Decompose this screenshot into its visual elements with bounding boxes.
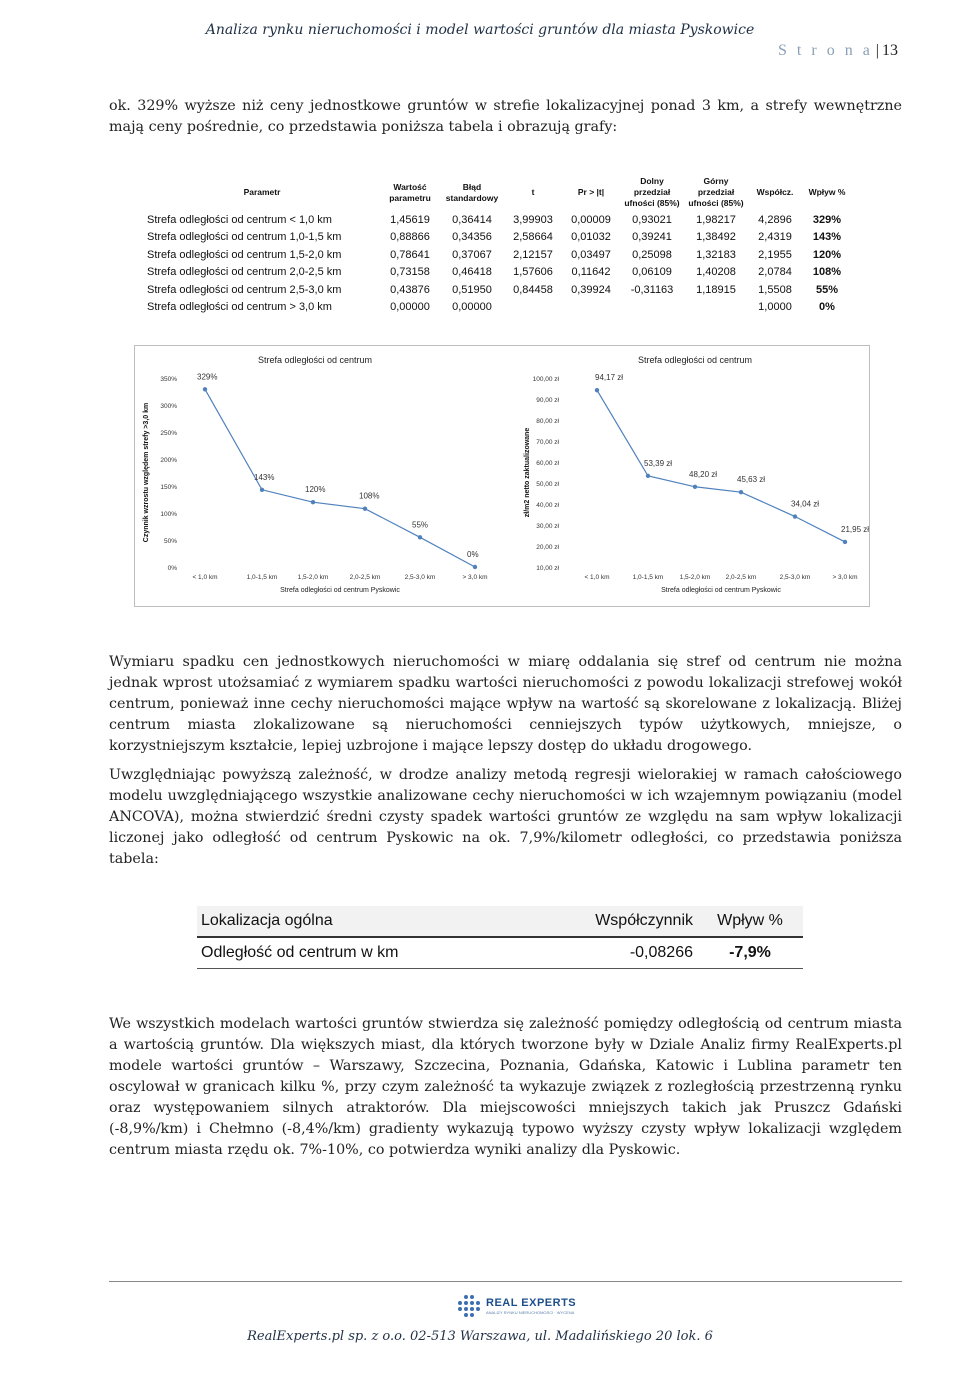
intro-paragraph: ok. 329% wyższe niż ceny jednostkowe gruntów w strefie lokalizacyjnej ponad 3 km, a strefy wewnętrzne mają ceny pośrednie, co przedstawia poniższa tabela i obrazują grafy: (109, 98, 902, 135)
y-tick-label: 100% (160, 511, 177, 518)
col-header: Wpływ % (697, 906, 803, 937)
location-table-header (197, 906, 803, 937)
y-tick-label: 350% (160, 376, 177, 383)
table-cell: 0,01032 (571, 231, 611, 244)
data-label: 108% (359, 491, 380, 501)
paragraph-3: Uwzględniając powyższą zależność, w drodze analizy metodą regresji wielorakiej w ramach całościowego modelu uwzględniającego wszystkie analizowane cechy nieruchomości w ich wzajemnym powiązaniu (model ANCOVA), można stwierdzić średni czysty spadek wartości gruntów ze względu na sam wpływ lokalizacji liczonej jako odległość od centrum Pyskowic na ok. 7,9%/kilometr odległości, co przedstawia poniższa tabela: (109, 767, 902, 867)
table-cell: 0,03497 (571, 248, 611, 261)
table-cell: Odległość od centrum w km (197, 937, 557, 969)
x-tick-label: 2,0-2,5 km (725, 574, 757, 581)
table-cell: 0,46418 (452, 266, 492, 279)
table-cell: 2,58664 (513, 231, 553, 244)
table-cell: 0,93021 (632, 213, 672, 226)
y-tick-label: 10,00 zł (536, 565, 559, 572)
data-point (693, 485, 697, 489)
regression-table (144, 174, 852, 316)
table-cell (620, 299, 684, 317)
y-tick-label: 40,00 zł (536, 502, 559, 509)
data-label: 45,63 zł (737, 475, 766, 485)
table-cell: 0,34356 (452, 231, 492, 244)
y-tick-label: 0% (167, 565, 177, 572)
x-tick-label: 2,0-2,5 km (349, 574, 381, 581)
y-tick-label: 100,00 zł (532, 376, 559, 383)
table-cell: 1,40208 (696, 266, 736, 279)
x-axis-label: Strefa odległości od centrum Pyskowic (661, 587, 781, 594)
x-tick-label: < 1,0 km (584, 574, 610, 581)
table-cell: 0,78641 (390, 248, 430, 261)
col-header: t (531, 187, 535, 197)
y-tick-label: 70,00 zł (536, 439, 559, 446)
table-cell: -0,31163 (630, 283, 674, 296)
table-cell: 0,84458 (513, 283, 553, 296)
col-header: Górny przedział ufności (85%) (688, 176, 744, 208)
x-tick-label: 1,0-1,5 km (632, 574, 664, 581)
row-label: Strefa odległości od centrum < 1,0 km (147, 213, 332, 226)
table-row (144, 211, 852, 229)
chart-title: Strefa odległości od centrum (257, 355, 373, 365)
page-number-value: 13 (882, 42, 898, 59)
col-header: Błąd standardowy (445, 181, 499, 203)
data-point (473, 565, 477, 569)
table-cell: 1,57606 (513, 266, 553, 279)
table-cell: 0,39924 (571, 283, 611, 296)
data-label: 21,95 zł (841, 524, 869, 534)
col-header: Parametr (243, 187, 281, 197)
table-cell: 0,06109 (632, 266, 672, 279)
table-cell: 1,0000 (758, 301, 792, 314)
location-table (197, 906, 803, 969)
paragraph-4: We wszystkich modelach wartości gruntów stwierdza się zależność pomiędzy odległością od centrum miasta a wartością gruntów. Dla większych miast, dla których tworzone były w Dziale Analiz firmy RealExperts.pl modele wartości gruntów – Warszawy, Szczecina, Poznania, Gdańska, Katowic i Lublina parametr ten oscylował w granicach kilku %, przy czym zależność ta wykazuje związek z rozległością przestrzenną rynku oraz występowaniem silnych atraktorów. Dla miejscowości mniejszych takich jak Pruszcz Gdański (-8,9%/km) i Chełmno (-8,4%/km) gradienty wykazują typowo wyższy czysty wpływ lokalizacji względem centrum miasta rzędu ok. 7%-10%, co potwierdza wyniki analizy dla Pyskowic. (109, 1016, 902, 1158)
page-number (778, 42, 898, 60)
y-tick-label: 200% (160, 457, 177, 464)
col-header: Współczynnik (557, 906, 697, 937)
table-cell: 0,73158 (390, 266, 430, 279)
table-cell: 0,39241 (632, 231, 672, 244)
table-cell: 0,11642 (571, 266, 611, 279)
data-point (311, 500, 315, 504)
header-title: Analiza rynku nieruchomości i model wartości gruntów dla miasta Pyskowice (205, 22, 755, 38)
y-axis-label: Czynnik wzrostu względem strefy >3,0 km (143, 402, 150, 543)
table-cell: 1,45619 (390, 213, 430, 226)
table-cell: 0,37067 (452, 248, 492, 261)
table-cell: 3,99903 (513, 213, 553, 226)
table-cell: 0,36414 (452, 213, 492, 226)
y-tick-label: 30,00 zł (536, 523, 559, 530)
table-row (144, 264, 852, 282)
x-tick-label: 1,0-1,5 km (246, 574, 278, 581)
x-tick-label: 1,5-2,0 km (297, 574, 329, 581)
table-cell: 2,1955 (758, 248, 792, 261)
footer-divider (109, 1281, 902, 1282)
data-label: 143% (254, 472, 275, 482)
table-cell: 1,98217 (696, 213, 736, 226)
charts-svg (135, 346, 869, 606)
table-cell (684, 299, 748, 317)
table-row (144, 246, 852, 264)
x-tick-label: > 3,0 km (462, 574, 488, 581)
regression-table-header (144, 174, 852, 211)
y-tick-label: 50,00 zł (536, 481, 559, 488)
row-label: Strefa odległości od centrum 1,5-2,0 km (147, 248, 342, 261)
data-point (203, 387, 207, 391)
y-tick-label: 150% (160, 484, 177, 491)
data-point (260, 488, 264, 492)
table-cell: 2,4319 (758, 231, 792, 244)
table-cell: -0,08266 (557, 937, 697, 969)
page-footer: RealExperts.pl sp. z o.o. 02-513 Warszawa, ul. Madalińskiego 20 lok. 6 (247, 1329, 713, 1344)
data-point (646, 474, 650, 478)
table-cell: 2,12157 (513, 248, 553, 261)
table-cell: 4,2896 (758, 213, 792, 226)
table-cell: 329% (812, 213, 842, 226)
table-cell: 1,32183 (696, 248, 736, 261)
page-word: S t r o n a (778, 42, 873, 59)
table-cell: 108% (812, 266, 842, 279)
y-tick-label: 50% (163, 538, 177, 545)
table-row (197, 937, 803, 969)
col-header: Lokalizacja ogólna (197, 906, 557, 937)
col-header: Współcz. (756, 187, 794, 197)
table-cell: -7,9% (697, 937, 803, 969)
x-axis-label: Strefa odległości od centrum Pyskowic (280, 587, 400, 594)
table-cell: 0,51950 (452, 283, 492, 296)
y-tick-label: 80,00 zł (536, 418, 559, 425)
data-point (595, 388, 599, 392)
series-line (205, 389, 475, 567)
row-label: Strefa odległości od centrum 1,0-1,5 km (147, 231, 342, 244)
data-label: 48,20 zł (689, 469, 718, 479)
row-label: Strefa odległości od centrum 2,5-3,0 km (147, 283, 342, 296)
x-tick-label: 1,5-2,0 km (679, 574, 711, 581)
data-label: 329% (197, 372, 218, 382)
data-point (418, 535, 422, 539)
x-tick-label: 2,5-3,0 km (779, 574, 811, 581)
data-label: 94,17 zł (595, 373, 624, 383)
y-tick-label: 60,00 zł (536, 460, 559, 467)
data-label: 0% (467, 550, 479, 559)
col-header: Wartość parametru (389, 181, 431, 203)
table-cell: 0,88866 (390, 231, 430, 244)
table-cell: 120% (812, 248, 842, 261)
x-tick-label: 2,5-3,0 km (404, 574, 436, 581)
table-cell: 1,38492 (696, 231, 736, 244)
x-tick-label: > 3,0 km (832, 574, 858, 581)
y-axis-label: zł/m2 netto zaktualizowane (524, 427, 531, 518)
col-header: Wpływ % (808, 187, 846, 197)
series-line (597, 390, 845, 542)
table-cell: 0% (819, 301, 835, 314)
paragraph-2: Wymiaru spadku cen jednostkowych nieruchomości w miarę oddalania się stref od centrum nie można jednak wprost utożsamiać z wymiarem spadku wartości nieruchomości z powodu lokalizacji strefowej wokół centrum, ponieważ inne cechy nieruchomości mające wpływ na wartość są skorelowane z lokalizacją. Bliżej centrum miasta zlokalizowane są nieruchomości cenniejszych typów użytkowych, mniejsze, o korzystniejszym kształcie, lepiej uzbrojone i mające lepszy dostęp do układu drogowego. (109, 654, 902, 754)
col-header: Dolny przedział ufności (85%) (624, 176, 680, 208)
table-cell: 143% (812, 231, 842, 244)
table-row (144, 299, 852, 317)
table-cell: 2,0784 (758, 266, 792, 279)
table-cell: 0,43876 (390, 283, 430, 296)
table-cell (504, 299, 562, 317)
logo-name: REAL EXPERTS (486, 1297, 577, 1309)
y-tick-label: 20,00 zł (536, 544, 559, 551)
data-label: 53,39 zł (644, 458, 673, 468)
table-row (144, 281, 852, 299)
data-label: 34,04 zł (791, 499, 820, 509)
table-cell: 0,25098 (632, 248, 672, 261)
page-separator: | (875, 42, 879, 59)
x-tick-label: < 1,0 km (192, 574, 218, 581)
chart-title: Strefa odległości od centrum (637, 355, 753, 365)
logo-tagline: ANALIZY RYNKU NIERUCHOMOŚCI · WYCENA (486, 1310, 575, 1315)
table-cell: 0,00000 (452, 301, 492, 314)
data-label: 120% (305, 485, 326, 495)
data-label: 55% (412, 520, 429, 530)
table-cell: 1,18915 (696, 283, 736, 296)
data-point (793, 514, 797, 518)
charts-frame (134, 345, 870, 607)
y-tick-label: 90,00 zł (536, 397, 559, 404)
table-cell: 55% (815, 283, 839, 296)
col-header: Pr > |t| (577, 187, 605, 197)
table-row (144, 229, 852, 247)
data-point (843, 540, 847, 544)
data-point (363, 506, 367, 510)
table-cell: 0,00000 (390, 301, 430, 314)
row-label: Strefa odległości od centrum 2,0-2,5 km (147, 266, 342, 279)
row-label: Strefa odległości od centrum > 3,0 km (147, 301, 332, 314)
table-cell: 0,00009 (571, 213, 611, 226)
table-cell (562, 299, 620, 317)
data-point (739, 490, 743, 494)
y-tick-label: 300% (160, 403, 177, 410)
table-cell: 1,5508 (758, 283, 792, 296)
y-tick-label: 250% (160, 430, 177, 437)
